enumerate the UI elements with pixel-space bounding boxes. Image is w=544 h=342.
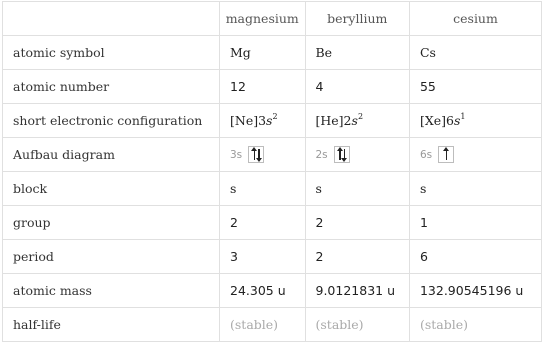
orbital-box xyxy=(334,146,350,163)
cell-value: 9.0121831 u xyxy=(305,274,409,308)
aufbau-cell xyxy=(409,138,541,172)
cell-value: (stable) xyxy=(305,308,409,342)
row-label: atomic symbol xyxy=(3,36,220,70)
table-header-row xyxy=(3,2,542,36)
orbital-label: 3s xyxy=(230,148,243,161)
cell-value: 3 xyxy=(220,240,306,274)
cell-value: (stable) xyxy=(220,308,306,342)
column-header-magnesium: magnesium xyxy=(220,2,306,36)
table-row-atomic-number xyxy=(3,70,542,104)
orbital-box xyxy=(438,146,454,163)
cell-value: s xyxy=(409,172,541,206)
row-label: period xyxy=(3,240,220,274)
cell-value: Be xyxy=(305,36,409,70)
spin-down-arrow-icon xyxy=(344,149,346,160)
row-label: block xyxy=(3,172,220,206)
config-orbital: s xyxy=(351,113,358,129)
aufbau-diagram xyxy=(420,146,454,163)
column-header-beryllium: beryllium xyxy=(305,2,409,36)
cell-value: 2 xyxy=(305,240,409,274)
spin-down-arrow-icon xyxy=(258,149,260,160)
table-row-block xyxy=(3,172,542,206)
row-label: atomic mass xyxy=(3,274,220,308)
cell-value: 4 xyxy=(305,70,409,104)
config-orbital: s xyxy=(453,113,461,129)
table-row-aufbau xyxy=(3,138,542,172)
table-row-atomic-symbol xyxy=(3,36,542,70)
cell-value: Cs xyxy=(409,36,541,70)
table-row-atomic-mass xyxy=(3,274,542,308)
row-label: half-life xyxy=(3,308,220,342)
table-row-short-config xyxy=(3,104,542,138)
row-label: short electronic configuration xyxy=(3,104,220,138)
config-superscript: 1 xyxy=(460,111,466,121)
column-header-cesium: cesium xyxy=(409,2,541,36)
config-orbital: s xyxy=(266,113,273,129)
config-core: [Xe]6 xyxy=(419,113,454,129)
config-core: [He]2 xyxy=(315,113,352,129)
config-superscript: 2 xyxy=(357,111,364,121)
electron-config-cell xyxy=(220,104,306,138)
table-row-half-life xyxy=(3,308,542,342)
cell-value: 12 xyxy=(220,70,306,104)
row-label: group xyxy=(3,206,220,240)
cell-value: 2 xyxy=(220,206,306,240)
aufbau-diagram xyxy=(230,146,264,163)
table-row-group xyxy=(3,206,542,240)
orbital-label: 6s xyxy=(419,148,433,161)
cell-value: 24.305 u xyxy=(220,274,306,308)
element-properties-table xyxy=(2,1,542,342)
electron-config-cell xyxy=(409,104,541,138)
table-row-period xyxy=(3,240,542,274)
row-label: Aufbau diagram xyxy=(3,138,220,172)
cell-value: s xyxy=(305,172,409,206)
orbital-box xyxy=(248,146,264,163)
cell-value: 6 xyxy=(409,240,541,274)
config-core: [Ne]3 xyxy=(230,113,267,129)
cell-value: 132.90545196 u xyxy=(409,274,541,308)
cell-value: 1 xyxy=(409,206,541,240)
cell-value: (stable) xyxy=(409,308,541,342)
aufbau-cell xyxy=(305,138,409,172)
row-label: atomic number xyxy=(3,70,220,104)
spin-up-arrow-icon xyxy=(446,149,448,160)
aufbau-diagram xyxy=(316,146,350,163)
orbital-label: 2s xyxy=(315,148,328,161)
corner-cell xyxy=(3,2,220,36)
cell-value: 2 xyxy=(305,206,409,240)
aufbau-cell xyxy=(220,138,306,172)
cell-value: 55 xyxy=(409,70,541,104)
cell-value: s xyxy=(220,172,306,206)
config-superscript: 2 xyxy=(272,111,278,121)
cell-value: Mg xyxy=(220,36,306,70)
electron-config-cell xyxy=(305,104,409,138)
